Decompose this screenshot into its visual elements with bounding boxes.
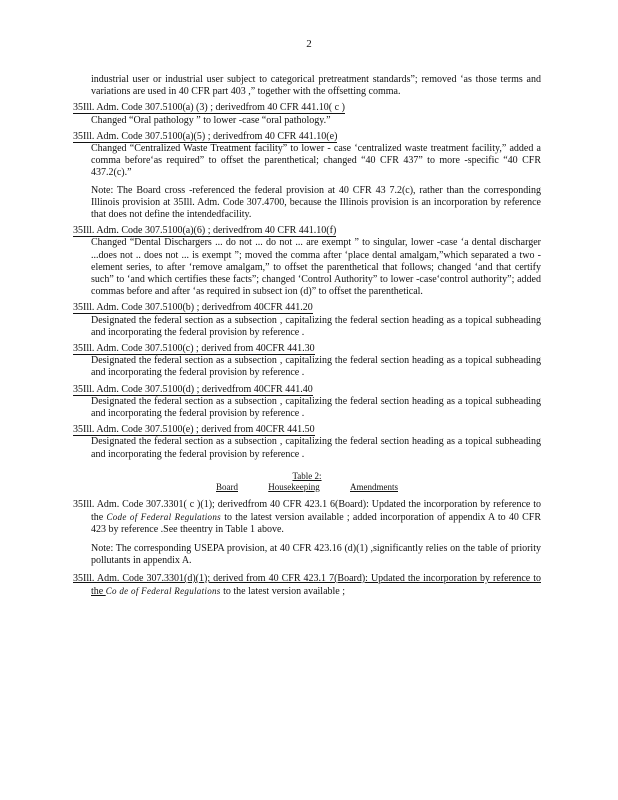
- entry-heading: 35Ill. Adm. Code 307.5100(a)(6) ; derivedfrom 40 CFR 441.10(f): [73, 225, 337, 237]
- page-content: [73, 74, 541, 602]
- amendment-entry: [73, 225, 541, 298]
- amendment-entry: [73, 343, 541, 380]
- cfr-title: Code of Federal Regulations: [106, 512, 221, 523]
- entry-body: Designated the federal section as a subsection , capitalizing the federal section heading as a topical subheading and incorporating the federal provision by reference .: [91, 436, 541, 460]
- table-entry-tail: to the latest version available ;: [220, 586, 346, 598]
- table-subtitle-word: Housekeeping: [268, 481, 320, 492]
- table-title: [73, 471, 541, 482]
- cfr-title: Co de of Federal Regulations: [105, 586, 221, 597]
- entry-body: Designated the federal section as a subsection , capitalizing the federal section heading as a topical subheading and incorporating the federal provision by reference .: [91, 395, 541, 420]
- table-entry-text: [73, 499, 541, 537]
- amendment-entry: [73, 102, 541, 126]
- entry-heading: 35Ill. Adm. Code 307.5100(c) ; derived from 40CFR 441.30: [73, 343, 315, 355]
- entry-note: Note: The Board cross -referenced the federal provision at 40 CFR 43 7.2(c), rather than the corresponding Illinois provision at 35Ill. Adm. Code 307.4700, because the Illinois provision is an incorporation by reference that does not define the intendedfacility.: [91, 184, 541, 221]
- table-entries: [73, 499, 541, 598]
- entry-heading: 35Ill. Adm. Code 307.5100(b) ; derivedfrom 40CFR 441.20: [73, 302, 313, 314]
- entry-heading: 35Ill. Adm. Code 307.5100(e) ; derived from 40CFR 441.50: [73, 424, 315, 436]
- amendment-entries: [73, 102, 541, 460]
- entry-body: Designated the federal section as a subsection , capitalizing the federal section heading as a topical subheading and incorporating the federal provision by reference .: [91, 314, 541, 338]
- entry-heading: 35Ill. Adm. Code 307.5100(d) ; derivedfrom 40CFR 441.40: [73, 383, 313, 395]
- page-number: 2: [306, 38, 312, 50]
- table-entry-note: Note: The corresponding USEPA provision, at 40 CFR 423.16 (d)(1) ,significantly relies on the table of priority pollutants in appendix A.: [91, 542, 541, 566]
- entry-heading: 35Ill. Adm. Code 307.5100(a) (3) ; derivedfrom 40 CFR 441.10( c ): [73, 102, 345, 114]
- table-title-text: Table 2:: [292, 470, 322, 481]
- table-entry-tail: to the latest version available ; added incorporation of appendix A to 40 CFR 423 by reference .See theentry in Table 1 above.: [91, 512, 542, 536]
- entry-body: Changed “Dental Dischargers ... do not ... do not ... are exempt ” to singular, lower -case ‘a dental discharger ...does not .. does not ... is exempt ”; moved the comma after ‘place dental amalgam,”which separated a two - element series, to after ‘remove amalgam,” to offset the parenthetical that follows; changed ‘and that certify such” to ‘and which certifies these facts”; changed ‘Control Authority” to lower -case‘control authority”; added commas before and after ‘as required in subsect ion (d)” to offset the parenthetical.: [91, 237, 541, 298]
- entry-body: Changed “Oral pathology ” to lower -case “oral pathology.”: [91, 114, 331, 126]
- entry-heading: 35Ill. Adm. Code 307.5100(a)(5) ; derivedfrom 40 CFR 441.10(e): [73, 130, 338, 142]
- amendment-entry: [73, 131, 541, 221]
- amendment-entry: [73, 424, 541, 461]
- intro-continuation: industrial user or industrial user subject to categorical pretreatment standards”; removed ‘as those terms and variations are used in 40 CFR part 403 ,” together with the offsetting comma.: [91, 74, 541, 98]
- table-subtitle-word: Amendments: [350, 481, 398, 492]
- table-entry-text: [73, 573, 541, 598]
- table-entry: [73, 573, 541, 598]
- entry-body: Changed “Centralized Waste Treatment facility” to lower - case ‘centralized waste treatment facility,” added a comma before‘as required” to offset the parenthetical; changed “40 CFR 437” to more -specific “40 CFR 437.2(c).”: [91, 143, 541, 179]
- table-subtitle: [73, 482, 541, 493]
- entry-body: Designated the federal section as a subsection , capitalizing the federal section heading as a topical subheading and incorporating the federal provision by reference .: [91, 355, 541, 379]
- table-entry-lead: 35Ill. Adm. Code 307.3301(d)(1); derived from 40 CFR 423.1 7(Board): Updated the incorporation by reference to the: [73, 572, 541, 598]
- table-entry-lead: 35Ill. Adm. Code 307.3301( c )(1); derivedfrom 40 CFR 423.1 6(Board): Updated the incorporation by reference to the: [73, 498, 541, 524]
- amendment-entry: [73, 384, 541, 421]
- table-subtitle-word: Board: [216, 481, 238, 492]
- amendment-entry: [73, 302, 541, 339]
- table-entry: [73, 499, 541, 567]
